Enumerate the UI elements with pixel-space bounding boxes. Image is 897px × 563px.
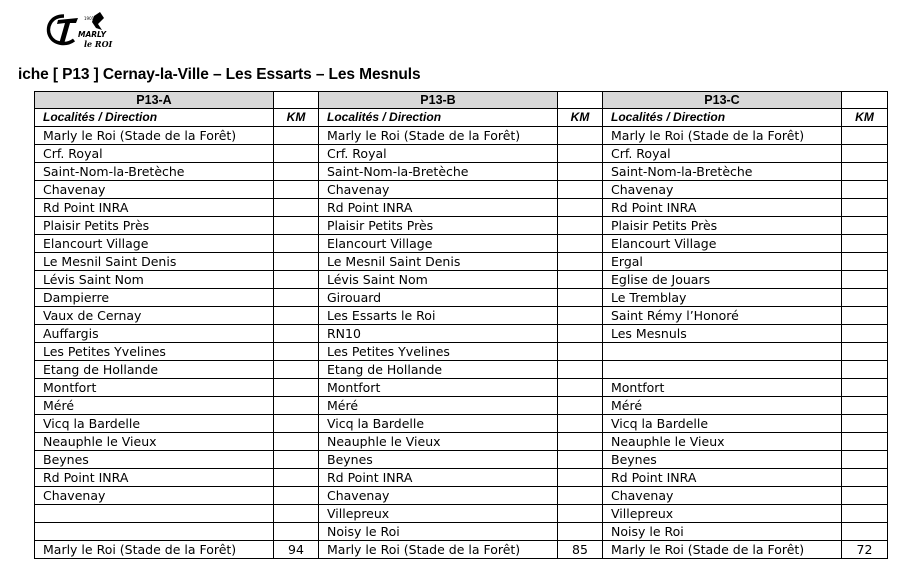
route-c-km <box>842 163 888 181</box>
route-c-locality: Saint-Nom-la-Bretèche <box>603 163 842 181</box>
route-b-km <box>558 181 603 199</box>
route-b-locality: Noisy le Roi <box>319 523 558 541</box>
route-c-km <box>842 235 888 253</box>
route-b-km <box>558 361 603 379</box>
route-b-locality: Plaisir Petits Près <box>319 217 558 235</box>
table-row <box>35 415 888 433</box>
route-b-km <box>558 307 603 325</box>
route-b-km <box>558 217 603 235</box>
route-header-row <box>35 92 888 109</box>
route-c-km <box>842 451 888 469</box>
route-a-km <box>274 379 319 397</box>
table-row <box>35 271 888 289</box>
table-row <box>35 289 888 307</box>
table-row <box>35 397 888 415</box>
route-c-km <box>842 433 888 451</box>
route-a-km: 94 <box>274 541 319 559</box>
route-a-km <box>274 271 319 289</box>
route-c-km <box>842 469 888 487</box>
table-row <box>35 181 888 199</box>
route-a-km <box>274 181 319 199</box>
route-c-locality: Noisy le Roi <box>603 523 842 541</box>
route-c-km <box>842 181 888 199</box>
route-b-km <box>558 325 603 343</box>
route-b-km <box>558 379 603 397</box>
route-c-km <box>842 199 888 217</box>
route-a-km <box>274 325 319 343</box>
route-c-km <box>842 397 888 415</box>
route-b-locality: Chavenay <box>319 181 558 199</box>
route-c-locality: Vicq la Bardelle <box>603 415 842 433</box>
route-b-locality: Rd Point INRA <box>319 199 558 217</box>
table-row <box>35 523 888 541</box>
route-b-km <box>558 199 603 217</box>
route-b-km <box>558 271 603 289</box>
route-c-locality: Méré <box>603 397 842 415</box>
route-c-locality: Rd Point INRA <box>603 199 842 217</box>
route-a-km <box>274 145 319 163</box>
route-c-locality: Marly le Roi (Stade de la Forêt) <box>603 541 842 559</box>
route-c-locality: Rd Point INRA <box>603 469 842 487</box>
svg-text:MARLY: MARLY <box>78 30 107 39</box>
route-c-locality: Beynes <box>603 451 842 469</box>
route-a-km <box>274 397 319 415</box>
route-a-locality: Rd Point INRA <box>35 199 274 217</box>
route-c-km <box>842 343 888 361</box>
route-c-locality: Elancourt Village <box>603 235 842 253</box>
table-row <box>35 433 888 451</box>
route-c-locality: Neauphle le Vieux <box>603 433 842 451</box>
route-b-locality: Chavenay <box>319 487 558 505</box>
route-b-locality: Saint-Nom-la-Bretèche <box>319 163 558 181</box>
route-b-km <box>558 235 603 253</box>
route-c-km <box>842 487 888 505</box>
svg-text:le ROI: le ROI <box>84 39 113 49</box>
route-a-locality: Elancourt Village <box>35 235 274 253</box>
table-row <box>35 307 888 325</box>
table-row <box>35 361 888 379</box>
route-b-km <box>558 433 603 451</box>
route-c-km <box>842 361 888 379</box>
route-c-locality: Saint Rémy l’Honoré <box>603 307 842 325</box>
route-a-km <box>274 217 319 235</box>
table-row <box>35 379 888 397</box>
route-a-km <box>274 163 319 181</box>
route-b-km <box>558 451 603 469</box>
route-c-header: P13-C <box>603 92 842 109</box>
route-a-locality: Neauphle le Vieux <box>35 433 274 451</box>
route-a-locality: Vicq la Bardelle <box>35 415 274 433</box>
route-b-locality: Vicq la Bardelle <box>319 415 558 433</box>
route-c-km <box>842 145 888 163</box>
table-row <box>35 505 888 523</box>
route-b-km <box>558 487 603 505</box>
route-table <box>34 91 888 559</box>
route-a-km <box>274 199 319 217</box>
route-c-km <box>842 415 888 433</box>
route-b-km <box>558 523 603 541</box>
route-b-header: P13-B <box>319 92 558 109</box>
route-b-locality: Montfort <box>319 379 558 397</box>
route-c-locality: Marly le Roi (Stade de la Forêt) <box>603 127 842 145</box>
route-c-km-header-blank <box>842 92 888 109</box>
route-a-locality: Beynes <box>35 451 274 469</box>
route-a-locality: Marly le Roi (Stade de la Forêt) <box>35 541 274 559</box>
route-a-locality: Vaux de Cernay <box>35 307 274 325</box>
club-logo-graphic <box>44 10 114 50</box>
route-b-locality: Méré <box>319 397 558 415</box>
route-c-locality: Villepreux <box>603 505 842 523</box>
route-a-locality: Le Mesnil Saint Denis <box>35 253 274 271</box>
route-b-locality: Marly le Roi (Stade de la Forêt) <box>319 127 558 145</box>
route-c-locality <box>603 361 842 379</box>
route-c-localites-header: Localités / Direction <box>603 109 842 127</box>
route-a-locality <box>35 523 274 541</box>
route-b-locality: Girouard <box>319 289 558 307</box>
route-b-km <box>558 343 603 361</box>
route-a-locality: Les Petites Yvelines <box>35 343 274 361</box>
route-b-locality: Rd Point INRA <box>319 469 558 487</box>
route-c-km <box>842 127 888 145</box>
table-row <box>35 235 888 253</box>
route-a-km <box>274 487 319 505</box>
route-a-locality: Marly le Roi (Stade de la Forêt) <box>35 127 274 145</box>
route-c-km <box>842 505 888 523</box>
table-row <box>35 487 888 505</box>
route-c-km <box>842 217 888 235</box>
route-b-locality: Crf. Royal <box>319 145 558 163</box>
table-row <box>35 253 888 271</box>
route-c-km <box>842 325 888 343</box>
route-c-locality: Eglise de Jouars <box>603 271 842 289</box>
route-a-km-header: KM <box>274 109 319 127</box>
route-c-locality: Chavenay <box>603 181 842 199</box>
route-b-locality: Les Essarts le Roi <box>319 307 558 325</box>
route-a-locality: Montfort <box>35 379 274 397</box>
route-c-km <box>842 271 888 289</box>
route-c-km <box>842 253 888 271</box>
route-a-locality: Auffargis <box>35 325 274 343</box>
route-b-locality: Marly le Roi (Stade de la Forêt) <box>319 541 558 559</box>
route-b-km <box>558 505 603 523</box>
route-a-locality: Chavenay <box>35 181 274 199</box>
route-b-locality: Le Mesnil Saint Denis <box>319 253 558 271</box>
table-row <box>35 325 888 343</box>
route-a-km-header-blank <box>274 92 319 109</box>
route-b-localites-header: Localités / Direction <box>319 109 558 127</box>
route-b-locality: Lévis Saint Nom <box>319 271 558 289</box>
table-row <box>35 451 888 469</box>
route-a-locality: Rd Point INRA <box>35 469 274 487</box>
route-a-km <box>274 451 319 469</box>
route-a-header: P13-A <box>35 92 274 109</box>
table-row <box>35 127 888 145</box>
route-b-km <box>558 145 603 163</box>
route-c-km <box>842 379 888 397</box>
route-b-km: 85 <box>558 541 603 559</box>
route-b-km <box>558 469 603 487</box>
route-a-locality: Chavenay <box>35 487 274 505</box>
page-title: iche [ P13 ] Cernay-la-Ville – Les Essarts – Les Mesnuls <box>18 66 421 83</box>
route-b-locality: Etang de Hollande <box>319 361 558 379</box>
route-b-km <box>558 289 603 307</box>
route-c-locality: Ergal <box>603 253 842 271</box>
table-row <box>35 163 888 181</box>
svg-text:1901: 1901 <box>84 16 95 21</box>
route-c-locality: Plaisir Petits Près <box>603 217 842 235</box>
route-c-locality: Les Mesnuls <box>603 325 842 343</box>
table-row <box>35 145 888 163</box>
route-a-locality: Méré <box>35 397 274 415</box>
table-row <box>35 343 888 361</box>
route-a-locality: Crf. Royal <box>35 145 274 163</box>
route-b-locality: RN10 <box>319 325 558 343</box>
route-b-km <box>558 397 603 415</box>
route-c-locality: Le Tremblay <box>603 289 842 307</box>
route-c-km <box>842 523 888 541</box>
route-body <box>35 127 888 559</box>
route-b-locality: Elancourt Village <box>319 235 558 253</box>
route-a-locality: Dampierre <box>35 289 274 307</box>
route-c-km <box>842 307 888 325</box>
route-b-locality: Les Petites Yvelines <box>319 343 558 361</box>
route-b-km <box>558 127 603 145</box>
route-a-km <box>274 253 319 271</box>
route-c-locality <box>603 343 842 361</box>
route-b-km <box>558 253 603 271</box>
club-logo <box>44 10 114 50</box>
route-b-locality: Neauphle le Vieux <box>319 433 558 451</box>
route-a-km <box>274 505 319 523</box>
route-a-km <box>274 307 319 325</box>
route-a-km <box>274 235 319 253</box>
route-c-km-header: KM <box>842 109 888 127</box>
route-a-km <box>274 433 319 451</box>
route-c-locality: Crf. Royal <box>603 145 842 163</box>
route-b-locality: Villepreux <box>319 505 558 523</box>
route-a-km <box>274 415 319 433</box>
route-c-locality: Chavenay <box>603 487 842 505</box>
route-a-km <box>274 523 319 541</box>
route-a-km <box>274 289 319 307</box>
table-row <box>35 217 888 235</box>
route-c-km: 72 <box>842 541 888 559</box>
route-a-locality <box>35 505 274 523</box>
route-a-km <box>274 127 319 145</box>
route-b-km <box>558 163 603 181</box>
route-a-km <box>274 361 319 379</box>
route-a-km <box>274 469 319 487</box>
route-b-km-header-blank <box>558 92 603 109</box>
table-row <box>35 199 888 217</box>
route-b-km-header: KM <box>558 109 603 127</box>
route-b-km <box>558 415 603 433</box>
route-a-locality: Saint-Nom-la-Bretèche <box>35 163 274 181</box>
sub-header-row <box>35 109 888 127</box>
route-a-km <box>274 343 319 361</box>
route-b-locality: Beynes <box>319 451 558 469</box>
route-a-locality: Plaisir Petits Près <box>35 217 274 235</box>
route-a-locality: Lévis Saint Nom <box>35 271 274 289</box>
table-row <box>35 541 888 559</box>
table-row <box>35 469 888 487</box>
route-c-km <box>842 289 888 307</box>
route-c-locality: Montfort <box>603 379 842 397</box>
route-a-localites-header: Localités / Direction <box>35 109 274 127</box>
route-a-locality: Etang de Hollande <box>35 361 274 379</box>
